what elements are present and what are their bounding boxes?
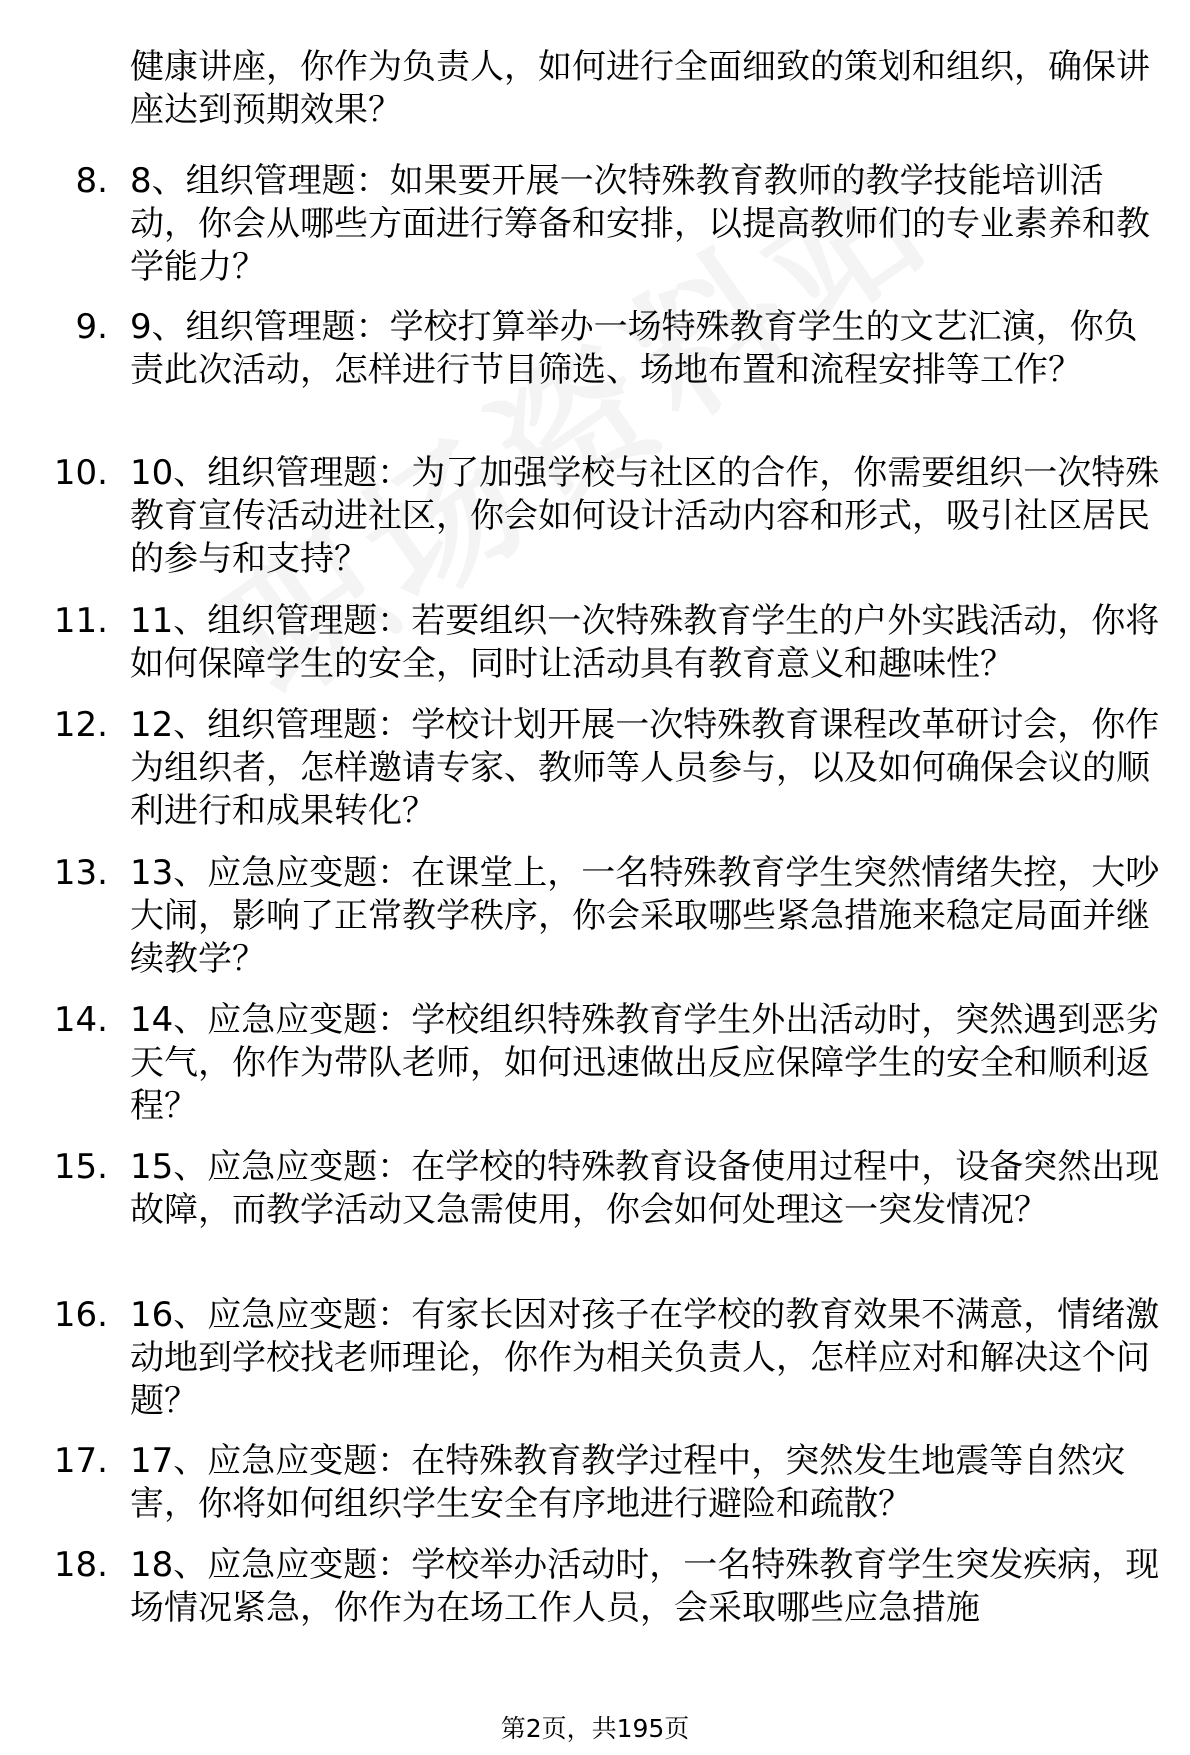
item-text: 10、组织管理题：为了加强学校与社区的合作，你需要组织一次特殊教育宣传活动进社区，你会如何设计活动内容和形式，吸引社区居民的参与和支持？ — [130, 453, 1160, 579]
item-number: 13. — [53, 853, 108, 893]
item-text: 17、应急应变题：在特殊教育教学过程中，突然发生地震等自然灾害，你将如何组织学生安全有序地进行避险和疏散？ — [130, 1441, 1126, 1524]
item-number: 14. — [53, 1000, 108, 1040]
continued-question-text: 健康讲座，你作为负责人，如何进行全面细致的策划和组织，确保讲座达到预期效果？ — [130, 47, 1150, 130]
item-text: 9、组织管理题：学校打算举办一场特殊教育学生的文艺汇演，你负责此次活动，怎样进行节目筛选、场地布置和流程安排等工作？ — [130, 307, 1138, 390]
item-number: 12. — [53, 705, 108, 745]
item-text: 14、应急应变题：学校组织特殊教育学生外出活动时，突然遇到恶劣天气，你作为带队老师，如何迅速做出反应保障学生的安全和顺利返程？ — [130, 1000, 1160, 1126]
item-number: 10. — [53, 453, 108, 493]
item-number: 17. — [53, 1441, 108, 1481]
item-text: 8、组织管理题：如果要开展一次特殊教育教师的教学技能培训活动，你会从哪些方面进行筹备和安排，以提高教师们的专业素养和教学能力？ — [130, 161, 1150, 287]
item-text: 16、应急应变题：有家长因对孩子在学校的教育效果不满意，情绪激动地到学校找老师理论，你作为相关负责人，怎样应对和解决这个问题？ — [130, 1295, 1160, 1421]
page-number: 第2页，共195页 — [500, 1714, 690, 1743]
item-number: 8. — [75, 161, 108, 201]
item-number: 11. — [53, 601, 108, 641]
item-text: 13、应急应变题：在课堂上，一名特殊教育学生突然情绪失控，大吵大闹，影响了正常教学秩序，你会采取哪些紧急措施来稳定局面并继续教学？ — [130, 853, 1160, 979]
item-number: 16. — [53, 1295, 108, 1335]
item-text: 11、组织管理题：若要组织一次特殊教育学生的户外实践活动，你将如何保障学生的安全，同时让活动具有教育意义和趣味性？ — [130, 601, 1160, 684]
item-number: 15. — [53, 1147, 108, 1187]
item-number: 9. — [75, 307, 108, 347]
item-text: 15、应急应变题：在学校的特殊教育设备使用过程中，设备突然出现故障，而教学活动又急需使用，你会如何处理这一突发情况？ — [130, 1147, 1160, 1230]
item-text: 12、组织管理题：学校计划开展一次特殊教育课程改革研讨会，你作为组织者，怎样邀请专家、教师等人员参与，以及如何确保会议的顺利进行和成果转化？ — [130, 705, 1160, 831]
item-text: 18、应急应变题：学校举办活动时，一名特殊教育学生突发疾病，现场情况紧急，你作为在场工作人员，会采取哪些应急措施 — [130, 1545, 1160, 1628]
item-number: 18. — [53, 1545, 108, 1585]
